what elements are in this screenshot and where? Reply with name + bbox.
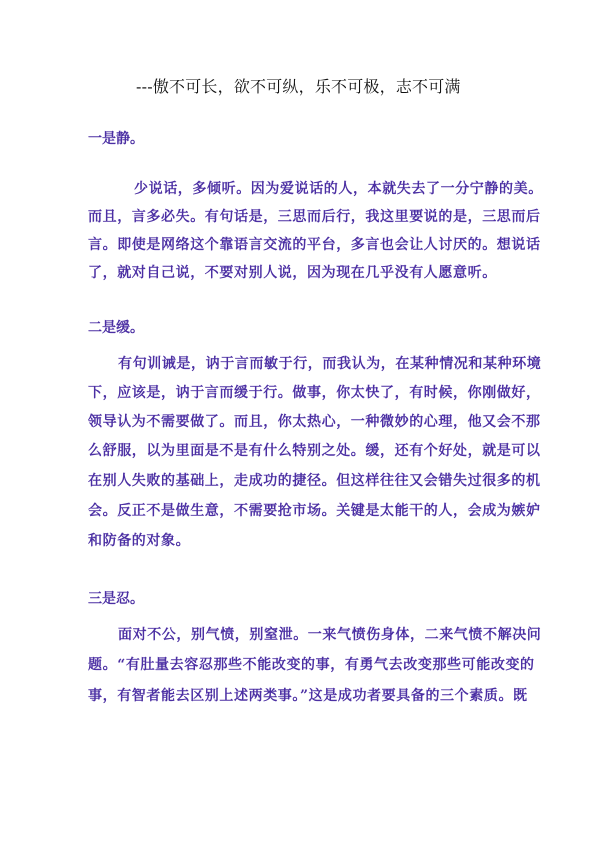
section-2-line-7: 和防备的对象。 xyxy=(88,533,191,549)
section-heading-3: 三是忍。 xyxy=(88,591,144,607)
section-1-line-2: 而且，言多必失。有句话是，三思而后行，我这里要说的是，三思而后 xyxy=(88,209,541,225)
section-1-line-4: 了，就对自己说，不要对别人说，因为现在几乎没有人愿意听。 xyxy=(88,265,497,281)
section-1-line-3: 言。即使是网络这个靠语言交流的平台，多言也会让人讨厌的。想说话 xyxy=(88,237,541,253)
document-subtitle: ---傲不可长，欲不可纵，乐不可极，志不可满 xyxy=(136,77,461,96)
section-3-line-2: 题。“有肚量去容忍那些不能改变的事，有勇气去改变那些可能改变的 xyxy=(88,657,535,673)
section-2-line-4: 么舒服，以为里面是不是有什么特别之处。缓，还有个好处，就是可以 xyxy=(88,443,541,459)
section-2-line-5: 在别人失败的基础上，走成功的捷径。但这样往往又会错失过很多的机 xyxy=(88,473,541,489)
section-2-line-1: 有句训诫是，讷于言而敏于行，而我认为，在某种情况和某种环境 xyxy=(118,356,542,372)
section-2-line-6: 会。反正不是做生意，不需要抢市场。关键是太能干的人，会成为嫉妒 xyxy=(88,503,541,519)
section-heading-1: 一是静。 xyxy=(88,131,144,147)
section-3-line-3: 事，有智者能去区别上述两类事。”这是成功者要具备的三个素质。既 xyxy=(88,688,528,704)
section-2-line-2: 下，应该是，讷于言而缓于行。做事，你太快了，有时候，你刚做好， xyxy=(88,385,541,401)
section-3-line-1: 面对不公，别气愤，别窒泄。一来气愤伤身体，二来气愤不解决问 xyxy=(118,627,542,643)
section-1-line-1: 少说话，多倾听。因为爱说话的人，本就失去了一分宁静的美。 xyxy=(134,181,543,197)
section-2-line-3: 领导认为不需要做了。而且，你太热心，一种微妙的心理，他又会不那 xyxy=(88,414,541,430)
section-heading-2: 二是缓。 xyxy=(88,320,144,336)
